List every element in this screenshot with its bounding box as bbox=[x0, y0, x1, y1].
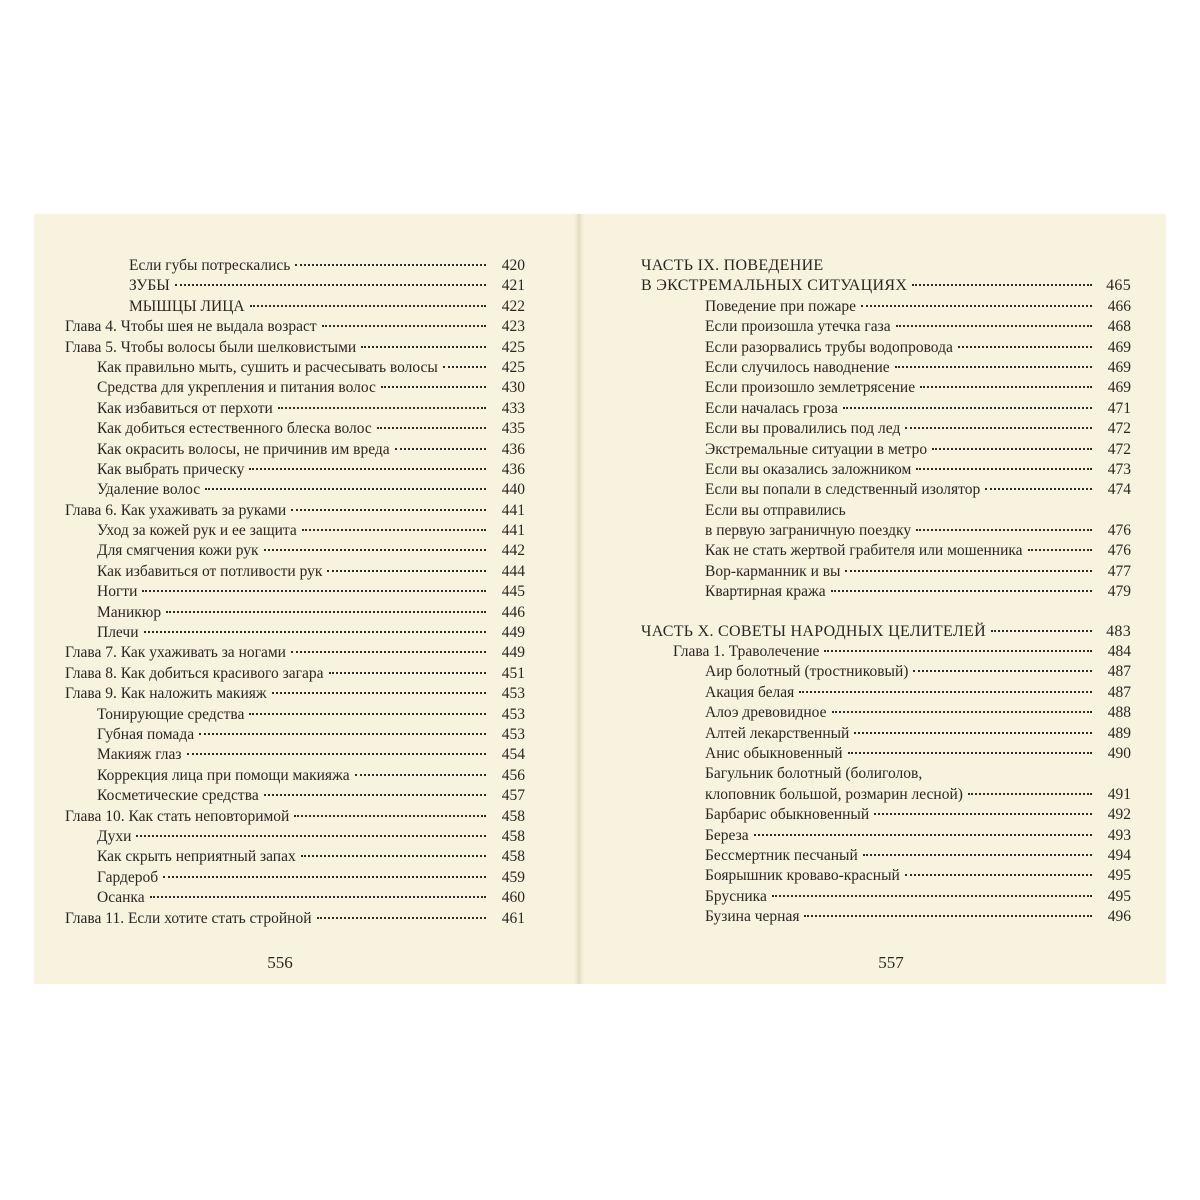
toc-entry bbox=[641, 541, 1131, 561]
leader-dots bbox=[187, 753, 486, 755]
toc-entry-page: 473 bbox=[1107, 460, 1131, 478]
toc-entry-page: 472 bbox=[1107, 440, 1131, 458]
toc-entry-page: 433 bbox=[501, 399, 525, 417]
toc-entry-title: Как окрасить волосы, не причинив им вреда bbox=[97, 440, 390, 458]
toc-entry-page: 491 bbox=[1107, 785, 1131, 803]
toc-entry-title: Как избавиться от перхоти bbox=[97, 399, 273, 417]
toc-entry bbox=[65, 460, 525, 480]
leader-dots bbox=[272, 692, 486, 694]
leader-dots bbox=[199, 733, 486, 735]
leader-dots bbox=[302, 529, 486, 531]
toc-entry-title: Глава 4. Чтобы шея не выдала возраст bbox=[65, 318, 317, 336]
toc-entry bbox=[65, 562, 525, 582]
leader-dots bbox=[804, 915, 1092, 917]
leader-dots bbox=[264, 549, 486, 551]
toc-entry bbox=[65, 888, 525, 908]
toc-entry-page: 449 bbox=[501, 644, 525, 662]
leader-dots bbox=[327, 570, 486, 572]
toc-entry-page: 460 bbox=[501, 889, 525, 907]
part-x-heading bbox=[641, 622, 1131, 642]
toc-entry-page: 435 bbox=[501, 420, 525, 438]
leader-dots bbox=[295, 264, 486, 266]
leader-dots bbox=[913, 670, 1092, 672]
toc-entry-title: Брусника bbox=[705, 887, 767, 905]
leader-dots bbox=[985, 488, 1092, 490]
toc-entry-page: 422 bbox=[501, 297, 525, 315]
toc-entry-page: 471 bbox=[1107, 399, 1131, 417]
leader-dots bbox=[932, 448, 1092, 450]
leader-dots bbox=[395, 448, 486, 450]
leader-dots bbox=[832, 711, 1093, 713]
toc-entry-title: Как правильно мыть, сушить и расчесывать волосы bbox=[97, 358, 438, 376]
toc-entry bbox=[641, 460, 1131, 480]
toc-entry-title: Как выбрать прическу bbox=[97, 460, 245, 478]
leader-dots bbox=[905, 427, 1092, 429]
toc-entry-title: МЫШЦЫ ЛИЦА bbox=[129, 297, 245, 315]
toc-entry bbox=[65, 603, 525, 623]
toc-entry-page: 495 bbox=[1107, 867, 1131, 885]
leader-dots bbox=[163, 876, 486, 878]
leader-dots bbox=[848, 752, 1092, 754]
toc-entry-page: 469 bbox=[1107, 358, 1131, 376]
leader-dots bbox=[291, 509, 486, 511]
leader-dots bbox=[317, 917, 486, 919]
leader-dots bbox=[863, 854, 1092, 856]
leader-dots bbox=[1028, 549, 1092, 551]
leader-dots bbox=[136, 835, 486, 837]
leader-dots bbox=[381, 386, 486, 388]
toc-entry-title: Багульник болотный (болиголов, bbox=[705, 765, 923, 783]
toc-entry bbox=[65, 419, 525, 439]
toc-entry bbox=[65, 643, 525, 663]
toc-entry-title: Квартирная кража bbox=[705, 583, 826, 601]
leader-dots bbox=[831, 590, 1092, 592]
toc-entry bbox=[65, 582, 525, 602]
leader-dots bbox=[150, 896, 486, 898]
leader-dots bbox=[916, 468, 1092, 470]
toc-entry-title: Как добиться естественного блеска волос bbox=[97, 420, 372, 438]
toc-entry-title: Аир болотный (тростниковый) bbox=[705, 663, 909, 681]
toc-entry bbox=[641, 785, 1131, 805]
toc-entry-title: Ногти bbox=[97, 583, 138, 601]
toc-entry-title: Алтей лекарственный bbox=[705, 724, 850, 742]
toc-entry-page: 490 bbox=[1107, 744, 1131, 762]
toc-entry-page: 445 bbox=[501, 583, 525, 601]
toc-entry bbox=[641, 297, 1131, 317]
toc-entry-page: 420 bbox=[501, 257, 525, 274]
right-page-number: 557 bbox=[878, 953, 904, 972]
toc-entry-title: Барбарис обыкновенный bbox=[705, 806, 870, 824]
leader-dots bbox=[166, 611, 486, 613]
leader-dots bbox=[301, 855, 486, 857]
toc-entry-title: Коррекция лица при помощи макияжа bbox=[97, 766, 350, 784]
toc-entry-title: Макияж глаз bbox=[97, 746, 182, 764]
toc-entry bbox=[65, 847, 525, 867]
toc-entry bbox=[641, 887, 1131, 907]
toc-entry bbox=[65, 297, 525, 317]
toc-entry-page: 479 bbox=[1107, 583, 1131, 601]
part-x-page: 483 bbox=[1106, 622, 1131, 640]
leader-dots bbox=[250, 305, 486, 307]
leader-dots bbox=[968, 793, 1092, 795]
toc-entry-title: Глава 10. Как стать неповторимой bbox=[65, 807, 290, 825]
leader-dots bbox=[861, 305, 1092, 307]
toc-entry-page: 492 bbox=[1107, 806, 1131, 824]
leader-dots bbox=[754, 834, 1092, 836]
toc-entry-page: 487 bbox=[1107, 663, 1131, 681]
toc-entry-page: 472 bbox=[1107, 420, 1131, 438]
toc-entry-title: Если произошло землетрясение bbox=[705, 379, 916, 397]
leader-dots bbox=[142, 590, 486, 592]
toc-entry bbox=[641, 521, 1131, 541]
toc-entry-title: Как избавиться от потливости рук bbox=[97, 562, 323, 580]
toc-entry-page: 421 bbox=[501, 277, 525, 295]
toc-entry-page: 461 bbox=[501, 909, 525, 927]
toc-entry-title: Если вы отправились bbox=[705, 501, 846, 519]
toc-entry-page: 453 bbox=[501, 705, 525, 723]
toc-entry-title: Бессмертник песчаный bbox=[705, 846, 858, 864]
leader-dots bbox=[895, 366, 1092, 368]
toc-entry bbox=[641, 480, 1131, 500]
chapter-page: 484 bbox=[1107, 643, 1131, 661]
toc-entry bbox=[641, 317, 1131, 337]
toc-entry bbox=[65, 827, 525, 847]
toc-entry-page: 440 bbox=[501, 481, 525, 499]
toc-entry bbox=[65, 807, 525, 827]
book-gutter bbox=[574, 214, 584, 984]
leader-dots bbox=[905, 874, 1092, 876]
toc-entry-page: 423 bbox=[501, 318, 525, 336]
toc-entry-title: Глава 5. Чтобы волосы были шелковистыми bbox=[65, 338, 357, 356]
leader-dots bbox=[991, 630, 1092, 632]
left-toc-list bbox=[65, 256, 525, 929]
toc-entry bbox=[641, 826, 1131, 846]
toc-entry-title: Плечи bbox=[97, 624, 139, 642]
leader-dots bbox=[355, 774, 486, 776]
toc-entry-title: Удаление волос bbox=[97, 481, 201, 499]
toc-entry bbox=[65, 786, 525, 806]
leader-dots bbox=[920, 386, 1092, 388]
part-ix-entries bbox=[641, 297, 1131, 603]
toc-entry-page: 494 bbox=[1107, 846, 1131, 864]
toc-entry-title: Уход за кожей рук и ее защита bbox=[97, 522, 297, 540]
toc-entry-title: Анис обыкновенный bbox=[705, 744, 843, 762]
leader-dots bbox=[291, 651, 486, 653]
leader-dots bbox=[377, 427, 486, 429]
toc-entry-page: 496 bbox=[1107, 908, 1131, 926]
toc-entry bbox=[641, 419, 1131, 439]
toc-entry bbox=[65, 623, 525, 643]
leader-dots bbox=[205, 488, 486, 490]
left-page-number: 556 bbox=[267, 953, 293, 972]
toc-entry bbox=[65, 521, 525, 541]
toc-entry bbox=[641, 683, 1131, 703]
toc-entry-title: Косметические средства bbox=[97, 787, 259, 805]
toc-entry-page: 454 bbox=[501, 746, 525, 764]
leader-dots bbox=[854, 732, 1092, 734]
right-toc-list bbox=[641, 256, 1131, 297]
part-x-chapter-1 bbox=[641, 642, 1131, 662]
leader-dots bbox=[144, 631, 486, 633]
toc-entry-title: Алоэ древовидное bbox=[705, 704, 827, 722]
toc-entry-page: 469 bbox=[1107, 379, 1131, 397]
toc-entry-title: Если случилось наводнение bbox=[705, 358, 890, 376]
toc-entry bbox=[641, 562, 1131, 582]
toc-entry-page: 458 bbox=[501, 807, 525, 825]
left-page bbox=[65, 256, 525, 929]
toc-entry-page: 488 bbox=[1107, 704, 1131, 722]
toc-entry-title: Маникюр bbox=[97, 603, 162, 621]
part-x-title: ЧАСТЬ X. СОВЕТЫ НАРОДНЫХ ЦЕЛИТЕЛЕЙ bbox=[641, 622, 986, 640]
toc-entry bbox=[65, 338, 525, 358]
leader-dots bbox=[294, 815, 486, 817]
toc-entry-title: Вор-карманник и вы bbox=[705, 562, 841, 580]
toc-entry-title: Бузина черная bbox=[705, 908, 800, 926]
toc-entry bbox=[641, 703, 1131, 723]
toc-entry bbox=[65, 358, 525, 378]
toc-entry-page: 493 bbox=[1107, 826, 1131, 844]
toc-entry bbox=[641, 846, 1131, 866]
leader-dots bbox=[843, 407, 1092, 409]
leader-dots bbox=[175, 284, 486, 286]
toc-entry-title: Глава 11. Если хотите стать стройной bbox=[65, 909, 312, 927]
toc-entry bbox=[65, 725, 525, 745]
toc-entry bbox=[641, 724, 1131, 744]
leader-dots bbox=[249, 713, 486, 715]
toc-entry bbox=[641, 907, 1131, 927]
toc-entry-page: 451 bbox=[501, 664, 525, 682]
leader-dots bbox=[361, 346, 486, 348]
toc-entry-page: 495 bbox=[1107, 887, 1131, 905]
toc-entry-title: Глава 9. Как наложить макияж bbox=[65, 685, 267, 703]
toc-entry-page: 453 bbox=[501, 725, 525, 743]
toc-entry bbox=[65, 480, 525, 500]
chapter-title: Глава 1. Траволечение bbox=[673, 643, 820, 661]
toc-entry bbox=[641, 764, 1131, 784]
toc-entry-title: Если произошла утечка газа bbox=[705, 318, 891, 336]
toc-entry bbox=[641, 378, 1131, 398]
toc-entry-page: 441 bbox=[501, 522, 525, 540]
toc-entry-title: Боярышник кроваво-красный bbox=[705, 867, 900, 885]
toc-entry bbox=[641, 358, 1131, 378]
toc-entry bbox=[641, 805, 1131, 825]
leader-dots bbox=[824, 650, 1092, 652]
toc-entry bbox=[641, 440, 1131, 460]
toc-entry-title: Если началась гроза bbox=[705, 399, 838, 417]
part-ix-page: 465 bbox=[1106, 277, 1131, 295]
toc-entry-page: 446 bbox=[501, 603, 525, 621]
part-ix-heading-line2 bbox=[641, 276, 1131, 296]
toc-entry-title: Губная помада bbox=[97, 725, 195, 743]
toc-entry-page: 442 bbox=[501, 542, 525, 560]
toc-entry bbox=[65, 501, 525, 521]
toc-entry-title: Глава 6. Как ухаживать за руками bbox=[65, 501, 287, 519]
toc-entry-page: 466 bbox=[1107, 297, 1131, 315]
toc-entry-page: 436 bbox=[501, 460, 525, 478]
toc-entry-title: Акация белая bbox=[705, 683, 795, 701]
toc-entry-title: Для смягчения кожи рук bbox=[97, 542, 259, 560]
leader-dots bbox=[772, 895, 1092, 897]
toc-entry-title: Осанка bbox=[97, 889, 145, 907]
leader-dots bbox=[278, 407, 486, 409]
toc-entry-page: 476 bbox=[1107, 522, 1131, 540]
leader-dots bbox=[329, 672, 486, 674]
leader-dots bbox=[845, 570, 1092, 572]
right-page bbox=[641, 256, 1131, 928]
toc-entry-page: 469 bbox=[1107, 338, 1131, 356]
part-x-heading-list bbox=[641, 622, 1131, 663]
toc-entry bbox=[65, 868, 525, 888]
toc-entry-page: 441 bbox=[501, 501, 525, 519]
toc-entry-page: 430 bbox=[501, 379, 525, 397]
toc-entry-title: Глава 8. Как добиться красивого загара bbox=[65, 664, 324, 682]
part-x-entries bbox=[641, 662, 1131, 927]
toc-entry-title: в первую заграничную поездку bbox=[705, 522, 912, 540]
toc-entry-title: Если вы провалились под лед bbox=[705, 420, 901, 438]
toc-entry-page: 425 bbox=[501, 338, 525, 356]
toc-entry-page: 489 bbox=[1107, 724, 1131, 742]
toc-entry-page: 477 bbox=[1107, 562, 1131, 580]
toc-entry bbox=[641, 662, 1131, 682]
leader-dots bbox=[443, 366, 486, 368]
part-ix-heading-line1 bbox=[641, 256, 1131, 276]
toc-entry-title: Поведение при пожаре bbox=[705, 297, 857, 315]
toc-entry-page: 457 bbox=[501, 787, 525, 805]
toc-entry bbox=[65, 440, 525, 460]
toc-entry bbox=[65, 399, 525, 419]
leader-dots bbox=[912, 284, 1092, 286]
toc-entry bbox=[65, 378, 525, 398]
toc-entry-title: ЗУБЫ bbox=[129, 277, 170, 295]
toc-entry bbox=[65, 766, 525, 786]
toc-entry bbox=[65, 664, 525, 684]
leader-dots bbox=[958, 346, 1092, 348]
toc-entry-page: 468 bbox=[1107, 318, 1131, 336]
toc-entry-page: 458 bbox=[501, 827, 525, 845]
toc-entry-title: Береза bbox=[705, 826, 749, 844]
toc-entry-title: Если вы попали в следственный изолятор bbox=[705, 481, 981, 499]
toc-entry-title: Духи bbox=[97, 827, 132, 845]
toc-entry bbox=[641, 399, 1131, 419]
toc-entry bbox=[65, 705, 525, 725]
toc-entry bbox=[65, 745, 525, 765]
toc-entry bbox=[65, 541, 525, 561]
toc-entry-title: Как скрыть неприятный запах bbox=[97, 848, 296, 866]
toc-entry-page: 425 bbox=[501, 358, 525, 376]
toc-entry-page: 459 bbox=[501, 868, 525, 886]
leader-dots bbox=[799, 691, 1092, 693]
toc-entry bbox=[641, 501, 1131, 521]
toc-entry bbox=[65, 909, 525, 929]
part-ix-title-line1: ЧАСТЬ IX. ПОВЕДЕНИЕ bbox=[641, 257, 824, 274]
leader-dots bbox=[264, 794, 486, 796]
part-ix-title-line2: В ЭКСТРЕМАЛЬНЫХ СИТУАЦИЯХ bbox=[641, 277, 908, 295]
toc-entry-title: Экстремальные ситуации в метро bbox=[705, 440, 928, 458]
toc-entry bbox=[641, 866, 1131, 886]
toc-entry-page: 453 bbox=[501, 685, 525, 703]
toc-entry-title: клоповник большой, розмарин лесной) bbox=[705, 785, 963, 803]
toc-entry-page: 449 bbox=[501, 624, 525, 642]
toc-entry-title: Тонирующие средства bbox=[97, 705, 245, 723]
toc-entry bbox=[65, 256, 525, 276]
leader-dots bbox=[874, 813, 1092, 815]
toc-entry-title: Глава 7. Как ухаживать за ногами bbox=[65, 644, 286, 662]
toc-entry-page: 487 bbox=[1107, 683, 1131, 701]
toc-entry-title: Если вы оказались заложником bbox=[705, 460, 912, 478]
toc-entry bbox=[641, 582, 1131, 602]
toc-entry bbox=[65, 276, 525, 296]
toc-entry-title: Если разорвались трубы водопровода bbox=[705, 338, 953, 356]
toc-entry-page: 436 bbox=[501, 440, 525, 458]
toc-entry bbox=[65, 317, 525, 337]
leader-dots bbox=[916, 529, 1092, 531]
leader-dots bbox=[322, 325, 486, 327]
toc-entry-title: Если губы потрескались bbox=[129, 257, 291, 274]
toc-entry-title: Средства для укрепления и питания волос bbox=[97, 379, 376, 397]
toc-entry-page: 444 bbox=[501, 562, 525, 580]
toc-entry-page: 474 bbox=[1107, 481, 1131, 499]
leader-dots bbox=[249, 468, 486, 470]
toc-entry-page: 476 bbox=[1107, 542, 1131, 560]
toc-entry-page: 456 bbox=[501, 766, 525, 784]
toc-entry bbox=[641, 338, 1131, 358]
leader-dots bbox=[896, 325, 1092, 327]
toc-entry-title: Гардероб bbox=[97, 868, 159, 886]
toc-entry-title: Как не стать жертвой грабителя или мошенника bbox=[705, 542, 1023, 560]
toc-entry bbox=[641, 744, 1131, 764]
toc-entry bbox=[65, 684, 525, 704]
toc-entry-page: 458 bbox=[501, 848, 525, 866]
